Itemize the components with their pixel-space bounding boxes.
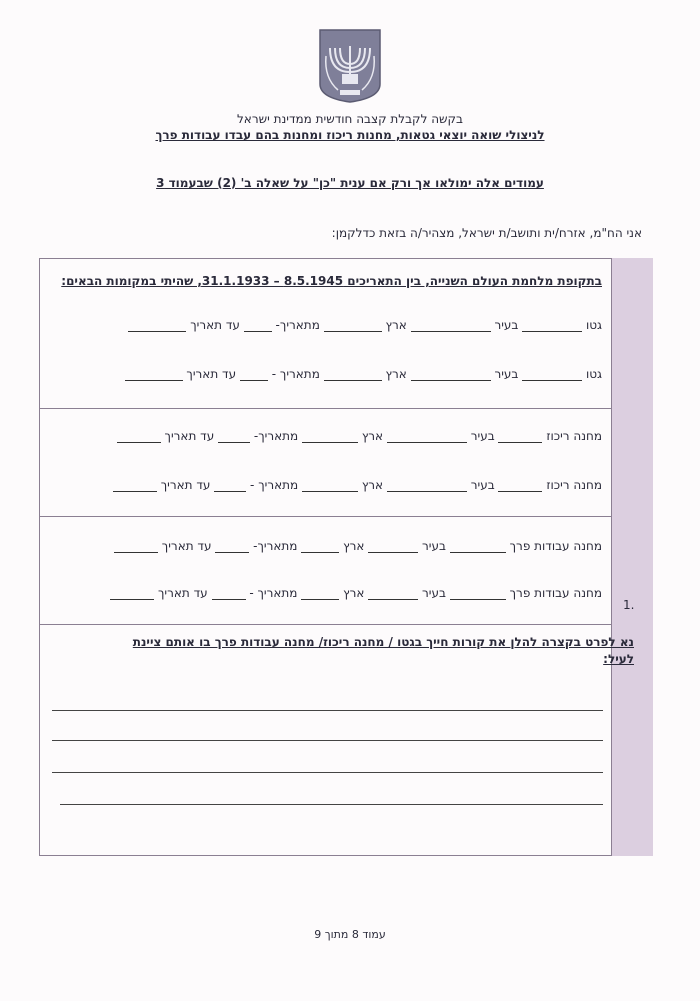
city-field[interactable] <box>387 430 467 443</box>
camp-name-field[interactable] <box>498 479 542 492</box>
from-date-field[interactable] <box>240 368 268 381</box>
item-number-column <box>611 258 653 856</box>
header-line-2: לניצולי שואה יוצאי גטאות, מחנות ריכוז ומחנות בהם עבדו עבודות פרך <box>155 128 545 142</box>
to-date-field[interactable] <box>125 368 183 381</box>
country-field[interactable] <box>302 430 358 443</box>
answer-line[interactable] <box>52 710 603 711</box>
city-field[interactable] <box>368 587 418 600</box>
instruction-line: עמודים אלה ימולאו אך ורק אם ענית "כן" על שאלה ב' (2) שבעמוד 3 <box>156 176 544 190</box>
from-date-field[interactable] <box>212 587 246 600</box>
form-table <box>39 258 653 856</box>
section-divider <box>39 516 611 517</box>
section-divider <box>39 408 611 409</box>
city-field[interactable] <box>368 540 418 553</box>
section-divider <box>39 624 611 625</box>
to-date-field[interactable] <box>113 479 157 492</box>
from-date-field[interactable] <box>215 540 249 553</box>
country-field[interactable] <box>324 368 382 381</box>
city-field[interactable] <box>411 319 491 332</box>
ghetto-name-field[interactable] <box>522 319 582 332</box>
declaration-text: אני הח"מ, אזרח/ית ותושב/ת ישראל, מצהיר/ה בזאת כדלקמן: <box>331 226 642 240</box>
country-field[interactable] <box>302 479 358 492</box>
country-field[interactable] <box>301 540 339 553</box>
labor-camp-row: מחנה עבודות פרך בעיר ארץ מתאריך - עד תאריך <box>42 586 602 602</box>
camp-name-field[interactable] <box>450 540 506 553</box>
to-date-field[interactable] <box>128 319 186 332</box>
ghetto-row: גטו בעיר ארץ מתאריך- עד תאריך <box>42 318 602 334</box>
from-date-field[interactable] <box>244 319 272 332</box>
item-number: 1. <box>623 598 635 612</box>
camp-name-field[interactable] <box>450 587 506 600</box>
answer-line[interactable] <box>60 804 603 805</box>
to-date-field[interactable] <box>114 540 158 553</box>
to-date-field[interactable] <box>117 430 161 443</box>
question-text: נא לפרט בקצרה להלן את קורות חייך בגטו / מחנה ריכוז/ מחנה עבודות פרך בו אותם ציינת לעיל: <box>132 635 634 666</box>
concentration-camp-row: מחנה ריכוז בעיר ארץ מתאריך- עד תאריך <box>42 429 602 445</box>
section-title: בתקופת מלחמת העולם השנייה, בין התאריכים 8.5.1945 – 31.1.1933, שהיתי במקומות הבאים: <box>61 274 602 288</box>
state-emblem-icon <box>318 28 382 104</box>
labor-camp-row: מחנה עבודות פרך בעיר ארץ מתאריך- עד תאריך <box>42 539 602 555</box>
page-number: עמוד 8 מתוך 9 <box>314 928 386 941</box>
camp-name-field[interactable] <box>498 430 542 443</box>
city-field[interactable] <box>387 479 467 492</box>
header-line-1: בקשה לקבלת קצבה חודשית ממדינת ישראל <box>236 112 463 126</box>
ghetto-name-field[interactable] <box>522 368 582 381</box>
city-field[interactable] <box>411 368 491 381</box>
to-date-field[interactable] <box>110 587 154 600</box>
country-field[interactable] <box>324 319 382 332</box>
ghetto-row: גטו בעיר ארץ מתאריך - עד תאריך <box>42 367 602 383</box>
from-date-field[interactable] <box>214 479 246 492</box>
from-date-field[interactable] <box>218 430 250 443</box>
concentration-camp-row: מחנה ריכוז בעיר ארץ מתאריך - עד תאריך <box>42 478 602 494</box>
country-field[interactable] <box>301 587 339 600</box>
answer-line[interactable] <box>52 740 603 741</box>
answer-line[interactable] <box>52 772 603 773</box>
